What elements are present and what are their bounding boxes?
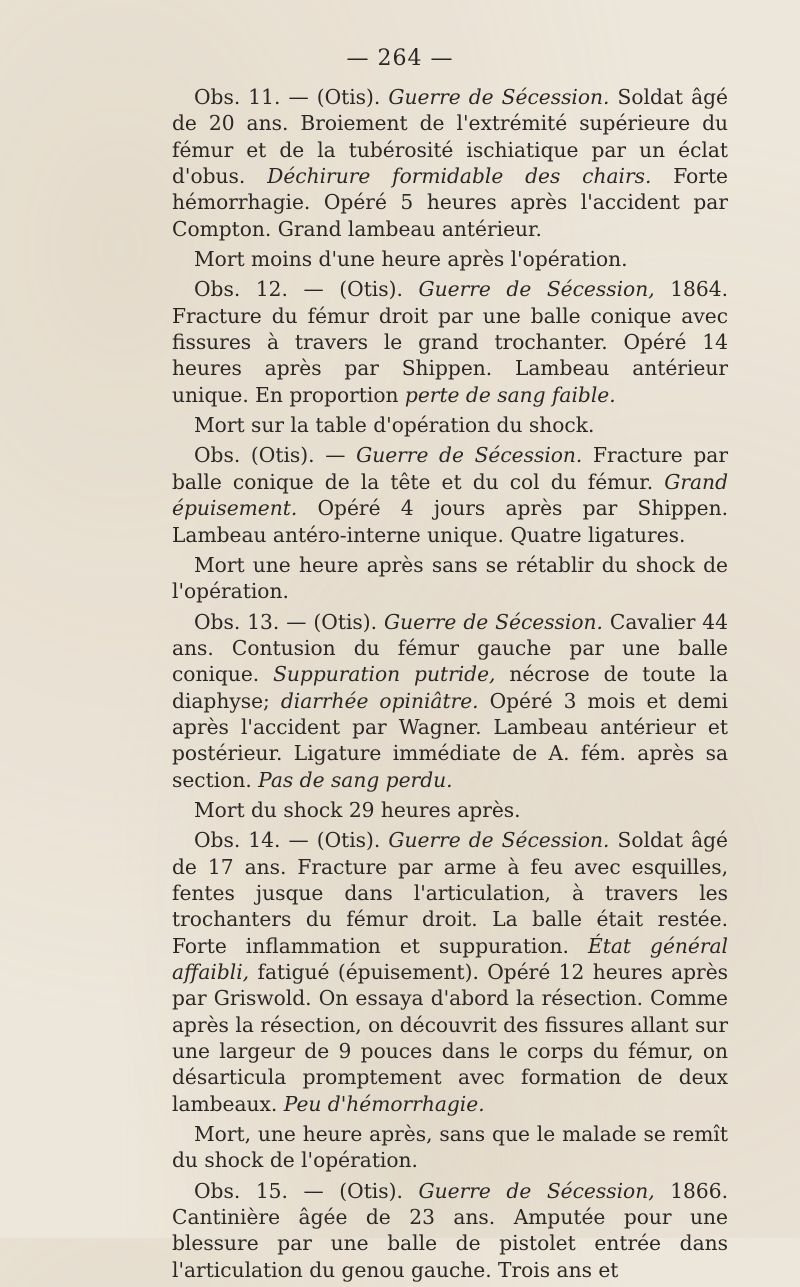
italic-text: Grand épuisement. bbox=[172, 469, 728, 521]
italic-text: Guerre de Sécession, bbox=[418, 277, 655, 302]
text-run: Mort, une heure après, sans que le malade se remît du shock de l'opération. bbox=[172, 1122, 728, 1173]
text-run: Mort sur la table d'opération du shock. bbox=[194, 413, 595, 438]
paragraph-p7 bbox=[172, 609, 728, 793]
text-run: Obs. 15. — (Otis). bbox=[194, 1178, 419, 1203]
paragraph-p9 bbox=[172, 827, 728, 1117]
text-run: Soldat âgé de 20 ans. Broiement de l'extrémité supérieure du fémur et de la tubérosité ischiatique par un éclat d'obus. bbox=[172, 85, 728, 189]
italic-text: Déchirure formidable des chairs. bbox=[267, 164, 652, 189]
italic-text: Guerre de Sécession. bbox=[388, 85, 610, 109]
text-run: Obs. 14. — (Otis). bbox=[194, 828, 389, 853]
italic-text: Guerre de Sécession. bbox=[384, 609, 603, 634]
text-run: Obs. 13. — (Otis). bbox=[194, 609, 385, 634]
paragraph-p10 bbox=[172, 1121, 728, 1174]
italic-text: Suppuration putride, bbox=[273, 662, 496, 687]
italic-text: perte de sang faible. bbox=[404, 382, 616, 407]
italic-text: diarrhée opiniâtre. bbox=[280, 688, 479, 713]
paragraph-p5 bbox=[172, 442, 728, 547]
italic-text: Guerre de Sécession, bbox=[418, 1178, 655, 1203]
text-run: Opéré 3 mois et demi après l'accident par Wagner. Lambeau antérieur et postérieur. Ligature immédiate de A. fém. après sa section. bbox=[172, 688, 728, 792]
text-run: Mort une heure après sans se rétablir du shock de l'opération. bbox=[172, 552, 728, 604]
italic-text: Guerre de Sécession. bbox=[388, 828, 610, 853]
text-run: Obs. (Otis). — bbox=[194, 443, 357, 468]
page-number: — 264 — bbox=[346, 46, 454, 71]
text-run: Soldat âgé de 17 ans. Fracture par arme à feu avec esquilles, fentes jusque dans l'articulation, à travers les trochanters du fémur droit. La balle était restée. Forte inflammation et suppuration. bbox=[172, 828, 728, 958]
text-run: 1866. Cantinière âgée de 23 ans. Amputée pour une blessure par une balle de pistolet entrée dans l'articulation du genou gauche. Trois ans et bbox=[172, 1178, 728, 1282]
paragraph-p2 bbox=[172, 246, 728, 272]
text-run: Opéré 4 jours après par Shippen. Lambeau antéro-interne unique. Quatre ligatures. bbox=[172, 496, 728, 547]
paragraph-p11 bbox=[172, 1178, 728, 1283]
paragraph-p8 bbox=[172, 797, 728, 823]
paragraph-p6 bbox=[172, 552, 728, 605]
text-run: Mort du shock 29 heures après. bbox=[194, 797, 521, 822]
text-run: fatigué (épuisement). Opéré 12 heures après par Griswold. On essaya d'abord la résection. Comme après la résection, on découvrit des fissures allant sur une largeur de 9 pouces dans le corps du fémur, on désarticula promptement avec formation de deux lambeaux. bbox=[172, 960, 728, 1116]
text-run: 1864. Fracture du fémur droit par une balle conique avec fissures à travers le grand trochanter. Opéré 14 heures après par Shippen. Lambeau antérieur unique. En proportion bbox=[172, 277, 728, 407]
paragraph-p1 bbox=[172, 84, 728, 242]
text-run: Forte hémorrhagie. Opéré 5 heures après l'accident par Compton. Grand lambeau antérieur. bbox=[172, 164, 728, 241]
paragraph-p4 bbox=[172, 412, 728, 438]
text-run: Obs. 11. — (Otis). bbox=[194, 85, 389, 109]
text-run: nécrose de toute la diaphyse; bbox=[172, 662, 728, 713]
italic-text: Pas de sang perdu. bbox=[258, 767, 453, 792]
text-run: Obs. 12. — (Otis). bbox=[194, 277, 419, 302]
text-run: Mort moins d'une heure après l'opération. bbox=[194, 247, 628, 272]
paragraph-p3 bbox=[172, 276, 728, 408]
italic-text: État général affaibli, bbox=[172, 933, 728, 984]
text-run: Cavalier 44 ans. Contusion du fémur gauche par une balle conique. bbox=[172, 609, 728, 687]
page-body bbox=[172, 84, 728, 1287]
italic-text: Peu d'hémorrhagie. bbox=[283, 1091, 485, 1116]
text-run: Fracture par balle conique de la tête et du col du fémur. bbox=[172, 443, 728, 494]
italic-text: Guerre de Sécession. bbox=[356, 443, 583, 468]
